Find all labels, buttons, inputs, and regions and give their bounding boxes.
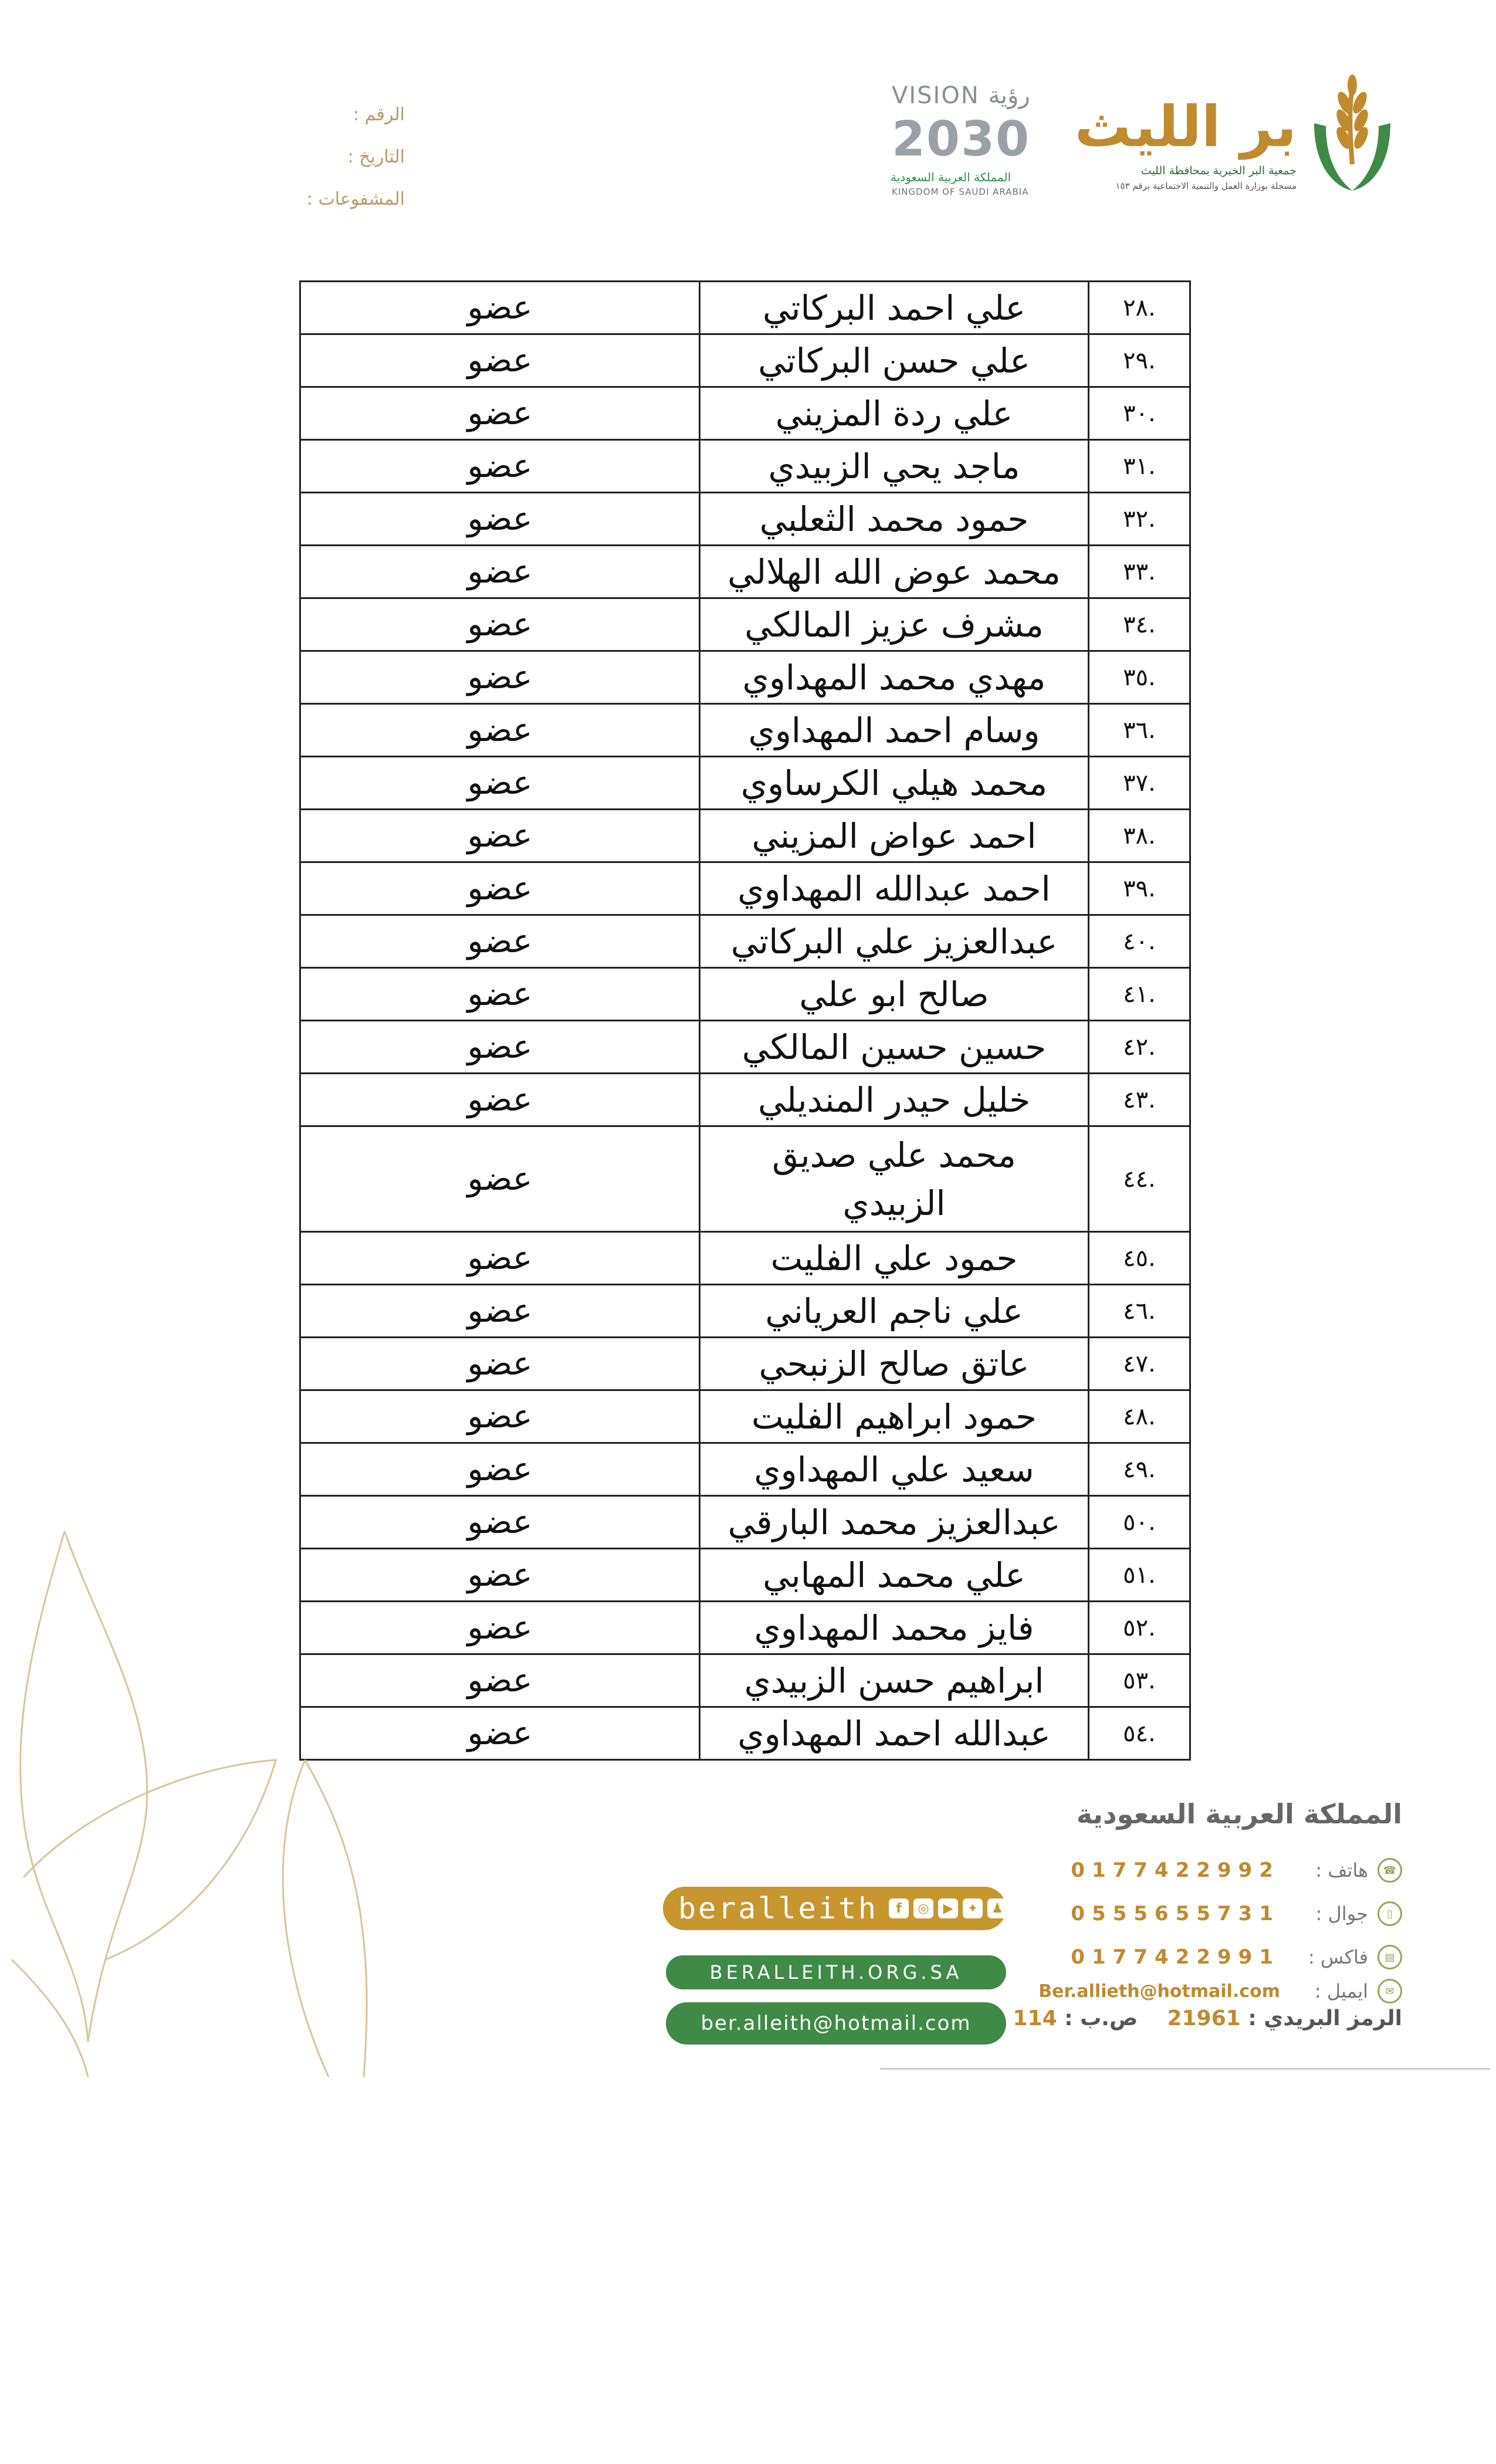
member-number: .٤٦ [1089, 1285, 1190, 1338]
table-row [300, 862, 1190, 915]
member-role: عضو [300, 598, 700, 651]
member-number: .٤٤ [1089, 1126, 1190, 1232]
mobile-icon: ▯ [1377, 1901, 1402, 1926]
email-value[interactable]: Ber.allieth@hotmail.com [1038, 1981, 1280, 2002]
member-name: علي احمد البركاتي [700, 282, 1089, 334]
table-row [300, 334, 1190, 387]
table-row [300, 1390, 1190, 1443]
member-number: .٤٣ [1089, 1074, 1190, 1126]
member-number: .٣٩ [1089, 862, 1190, 915]
member-number: .٤٩ [1089, 1443, 1190, 1496]
member-name: علي ناجم العرياني [700, 1285, 1089, 1338]
table-row [300, 598, 1190, 651]
pobox-label: ص.ب : [1064, 2006, 1138, 2030]
postal-label: الرمز البريدي : [1248, 2006, 1402, 2030]
member-role: عضو [300, 334, 700, 387]
member-name: احمد عواض المزيني [700, 810, 1089, 862]
member-name: مشرف عزيز المالكي [700, 598, 1089, 651]
table-row [300, 1285, 1190, 1338]
email-label: ايميل : [1314, 1980, 1368, 2002]
member-number: .٢٩ [1089, 334, 1190, 387]
member-role: عضو [300, 1285, 700, 1338]
table-row [300, 1654, 1190, 1707]
member-role: عضو [300, 1549, 700, 1602]
org-name: بر الليث [1074, 94, 1297, 160]
footer-divider [880, 2068, 1490, 2070]
member-name: وسام احمد المهداوي [700, 704, 1089, 757]
member-name: صالح ابو علي [700, 968, 1089, 1021]
table-row [300, 1496, 1190, 1549]
twitter-icon[interactable]: ✦ [963, 1898, 983, 1918]
postal-code: 21961 [1167, 2006, 1241, 2030]
vision-arabic-word: رؤية [988, 82, 1030, 109]
member-name: احمد عبدالله المهداوي [700, 862, 1089, 915]
mobile-label: جوال : [1315, 1903, 1368, 1925]
fax-row [1044, 1940, 1402, 1975]
member-name: علي حسن البركاتي [700, 334, 1089, 387]
member-role: عضو [300, 1338, 700, 1390]
member-number: .٥٠ [1089, 1496, 1190, 1549]
member-number: .٤٠ [1089, 915, 1190, 968]
website-pill[interactable]: BERALLEITH.ORG.SA [666, 1955, 1006, 1989]
table-row [300, 757, 1190, 810]
decorative-leaf-icon [0, 1514, 411, 2089]
email-icon: ✉ [1377, 1979, 1402, 2003]
footer-country: المملكة العربية السعودية [1076, 1798, 1402, 1830]
mobile-value: 0555655731 [1071, 1902, 1280, 1925]
member-name: ماجد يحي الزبيدي [700, 440, 1089, 493]
table-row [300, 1074, 1190, 1126]
email-row [1038, 1974, 1402, 2009]
member-role: عضو [300, 546, 700, 598]
facebook-icon[interactable]: f [889, 1898, 909, 1918]
member-name: ابراهيم حسن الزبيدي [700, 1654, 1089, 1707]
snapchat-icon[interactable]: ♟ [987, 1898, 1007, 1918]
members-table-body [300, 282, 1190, 1760]
member-number: .٣٧ [1089, 757, 1190, 810]
member-number: .٤٨ [1089, 1390, 1190, 1443]
member-name: علي محمد المهابي [700, 1549, 1089, 1602]
social-icons [889, 1898, 1007, 1918]
member-number: .٣٥ [1089, 651, 1190, 704]
vision-2030-logo [880, 82, 1074, 199]
org-subtitle: جمعية البر الخيرية بمحافظة الليث [1140, 164, 1297, 177]
member-number: .٥٣ [1089, 1654, 1190, 1707]
mobile-row [1044, 1896, 1402, 1931]
vision-kingdom-ar: المملكة العربية السعودية [891, 170, 1011, 184]
member-name: حمود ابراهيم الفليت [700, 1390, 1089, 1443]
org-registration: مسجلة بوزارة العمل والتنمية الاجتماعية برقم ١٥٣ [1115, 181, 1297, 191]
member-role: عضو [300, 282, 700, 334]
member-role: عضو [300, 915, 700, 968]
postal-row [1013, 2006, 1402, 2030]
member-role: عضو [300, 704, 700, 757]
table-row [300, 493, 1190, 546]
table-row [300, 1549, 1190, 1602]
member-number: .٣٤ [1089, 598, 1190, 651]
member-number: .٥٢ [1089, 1602, 1190, 1654]
phone-value: 0177422992 [1071, 1859, 1280, 1882]
member-number: .٣٦ [1089, 704, 1190, 757]
email-pill[interactable]: ber.alleith@hotmail.com [666, 2002, 1006, 2045]
member-name: سعيد علي المهداوي [700, 1443, 1089, 1496]
member-role: عضو [300, 1126, 700, 1232]
phone-row [1044, 1853, 1402, 1888]
members-table [299, 280, 1191, 1761]
member-role: عضو [300, 1390, 700, 1443]
table-row [300, 810, 1190, 862]
youtube-icon[interactable]: ▶ [938, 1898, 958, 1918]
member-role: عضو [300, 1443, 700, 1496]
member-number: .٣٨ [1089, 810, 1190, 862]
table-row [300, 915, 1190, 968]
member-role: عضو [300, 810, 700, 862]
member-name: خليل حيدر المنديلي [700, 1074, 1089, 1126]
table-row [300, 1232, 1190, 1285]
number-label: الرقم : [353, 104, 405, 125]
member-number: .٣٣ [1089, 546, 1190, 598]
fax-value: 0177422991 [1071, 1945, 1280, 1969]
pobox-value: 114 [1013, 2006, 1057, 2030]
instagram-icon[interactable]: ◎ [913, 1898, 933, 1918]
table-row [300, 440, 1190, 493]
member-name: محمد عوض الله الهلالي [700, 546, 1089, 598]
member-number: .٣١ [1089, 440, 1190, 493]
member-name: عبدالله احمد المهداوي [700, 1707, 1089, 1760]
member-number: .٤٢ [1089, 1021, 1190, 1074]
member-role: عضو [300, 1654, 700, 1707]
table-row [300, 546, 1190, 598]
member-number: .٣٢ [1089, 493, 1190, 546]
member-role: عضو [300, 1602, 700, 1654]
member-name: حمود محمد الثعلبي [700, 493, 1089, 546]
member-number: .٣٠ [1089, 387, 1190, 440]
member-role: عضو [300, 387, 700, 440]
member-name: حسين حسين المالكي [700, 1021, 1089, 1074]
member-number: .٤٥ [1089, 1232, 1190, 1285]
org-logo [1074, 70, 1396, 205]
member-role: عضو [300, 1074, 700, 1126]
fax-label: فاكس : [1308, 1946, 1368, 1968]
member-role: عضو [300, 440, 700, 493]
member-number: .٤١ [1089, 968, 1190, 1021]
fax-icon: ▤ [1377, 1945, 1402, 1969]
member-role: عضو [300, 1232, 700, 1285]
table-row [300, 1338, 1190, 1390]
member-name: محمد علي صديق الزبيدي [700, 1126, 1089, 1232]
vision-kingdom-en: KINGDOM OF SAUDI ARABIA [892, 187, 1029, 197]
member-role: عضو [300, 1707, 700, 1760]
member-role: عضو [300, 651, 700, 704]
member-role: عضو [300, 1496, 700, 1549]
table-row [300, 651, 1190, 704]
table-row [300, 387, 1190, 440]
member-name: علي ردة المزيني [700, 387, 1089, 440]
table-row [300, 282, 1190, 334]
phone-icon: ☎ [1377, 1858, 1402, 1883]
member-number: .٥١ [1089, 1549, 1190, 1602]
wheat-hands-icon [1308, 70, 1396, 199]
table-row [300, 968, 1190, 1021]
member-name: عبدالعزيز علي البركاتي [700, 915, 1089, 968]
table-row [300, 1126, 1190, 1232]
member-name: عبدالعزيز محمد البارقي [700, 1496, 1089, 1549]
member-role: عضو [300, 757, 700, 810]
vision-year: 2030 [892, 111, 1031, 167]
date-label: التاريخ : [347, 147, 405, 167]
vision-word: VISION رؤية [892, 82, 1030, 109]
document-meta [276, 94, 405, 221]
table-row [300, 1443, 1190, 1496]
member-number: .٤٧ [1089, 1338, 1190, 1390]
member-name: محمد هيلي الكرساوي [700, 757, 1089, 810]
member-number: .٢٨ [1089, 282, 1190, 334]
member-name: فايز محمد المهداوي [700, 1602, 1089, 1654]
member-name: عاتق صالح الزنبحي [700, 1338, 1089, 1390]
attachments-label: المشفوعات : [306, 189, 405, 209]
member-role: عضو [300, 968, 700, 1021]
member-role: عضو [300, 493, 700, 546]
member-role: عضو [300, 862, 700, 915]
member-name: مهدي محمد المهداوي [700, 651, 1089, 704]
social-handle: beralleith [678, 1891, 879, 1925]
social-handle-pill[interactable] [663, 1887, 1006, 1930]
table-row [300, 1021, 1190, 1074]
phone-label: هاتف : [1315, 1859, 1368, 1881]
table-row [300, 1602, 1190, 1654]
member-role: عضو [300, 1021, 700, 1074]
member-name: حمود علي الفليت [700, 1232, 1089, 1285]
table-row [300, 1707, 1190, 1760]
table-row [300, 704, 1190, 757]
member-number: .٥٤ [1089, 1707, 1190, 1760]
